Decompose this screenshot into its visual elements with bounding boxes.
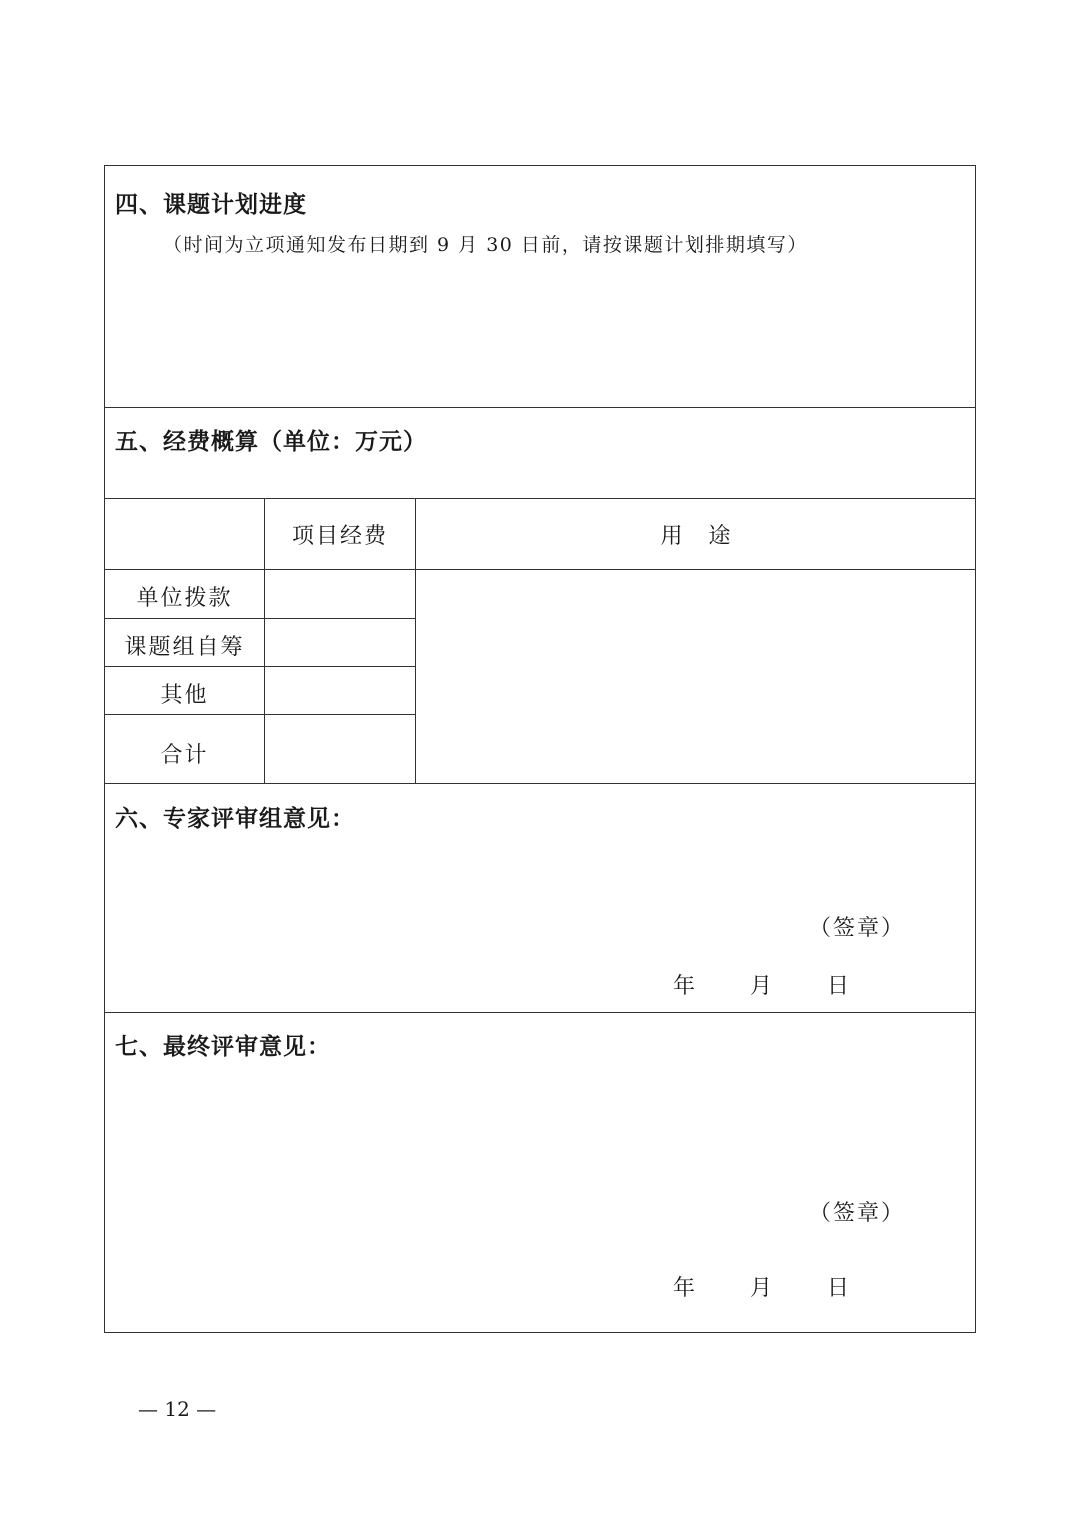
section6-seal: （签章） bbox=[809, 916, 906, 941]
section4-plan-area[interactable] bbox=[105, 261, 975, 406]
divider-line bbox=[105, 498, 975, 499]
section6-date-day: 日 bbox=[827, 974, 852, 999]
section4-note: （时间为立项通知发布日期到 9 月 30 日前，请按课题计划排期填写） bbox=[163, 234, 808, 256]
section4-heading: 四、课题计划进度 bbox=[115, 192, 307, 218]
budget-amount-cell[interactable] bbox=[266, 668, 414, 713]
divider-line bbox=[105, 407, 975, 408]
section6-date-year: 年 bbox=[673, 974, 698, 999]
table-row-line bbox=[105, 666, 416, 667]
page-number: — 12 — bbox=[138, 1397, 217, 1421]
budget-row-label: 单位拨款 bbox=[136, 586, 233, 611]
budget-row-label: 课题组自筹 bbox=[124, 635, 245, 660]
budget-amount-cell[interactable] bbox=[266, 620, 414, 665]
budget-usage-cell[interactable] bbox=[417, 571, 975, 782]
section7-heading: 七、最终评审意见： bbox=[115, 1034, 331, 1060]
budget-header-amount: 项目经费 bbox=[291, 524, 388, 549]
divider-line bbox=[105, 569, 975, 570]
budget-row-label: 其他 bbox=[160, 683, 209, 708]
budget-amount-cell[interactable] bbox=[266, 571, 414, 617]
section5-heading: 五、经费概算（单位：万元） bbox=[115, 429, 427, 455]
section7-date-day: 日 bbox=[827, 1276, 852, 1301]
section6-heading: 六、专家评审组意见： bbox=[115, 806, 355, 832]
review-form-table bbox=[104, 165, 976, 1333]
section7-seal: （签章） bbox=[809, 1201, 906, 1226]
section6-date-month: 月 bbox=[750, 974, 775, 999]
section7-date-year: 年 bbox=[673, 1276, 698, 1301]
budget-row-label: 合计 bbox=[160, 743, 209, 768]
divider-line bbox=[105, 1012, 975, 1013]
budget-amount-cell[interactable] bbox=[266, 716, 414, 782]
table-row-line bbox=[105, 714, 416, 715]
section7-date-month: 月 bbox=[750, 1276, 775, 1301]
table-row-line bbox=[105, 618, 416, 619]
budget-header-usage: 用 途 bbox=[660, 524, 733, 549]
divider-line bbox=[105, 783, 975, 784]
